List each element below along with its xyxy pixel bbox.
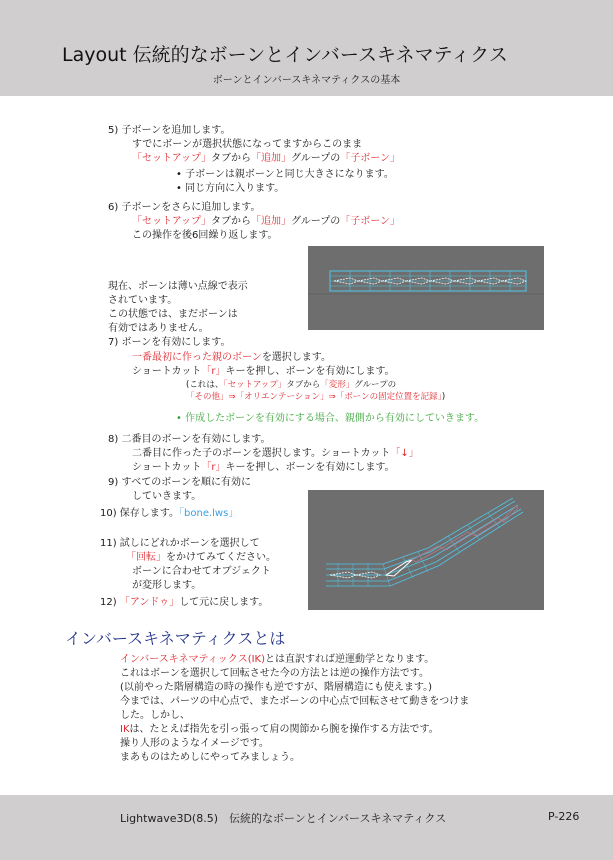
menu-ref-undo: 「アンドゥ」	[119, 597, 180, 608]
step-6-line-2: この操作を後6回繰り返します。	[132, 230, 278, 241]
text-fragment: 10) 保存します。	[100, 508, 180, 519]
step-8-line-2	[132, 462, 395, 474]
step-5-heading: 5) 子ボーンを追加します。	[108, 125, 231, 136]
ik-term: インバースキネマティックス(IK)	[120, 654, 266, 665]
ik-paragraph-line-2: これはボーンを選択して回転させた今の方法とは逆の操作方法です。	[120, 668, 429, 679]
menu-ref-add: 「追加」	[251, 216, 291, 227]
bone-chain-bent-image	[308, 490, 544, 610]
step-8-heading: 8) 二番目のボーンを有効にします。	[108, 434, 271, 445]
note-line-3: この状態では、まだボーンは	[108, 309, 238, 320]
note-line-1: 現在、ボーンは薄い点線で表示	[108, 281, 248, 292]
shortcut-r: 「r」	[201, 462, 226, 473]
ik-paragraph-line-3: (以前やった階層構造の時の操作も逆ですが、階層構造にも使えます。)	[120, 682, 433, 693]
text-fragment: タブから	[211, 153, 251, 164]
step-5-bullet-1: • 子ボーンは親ボーンと同じ大きさになります。	[176, 169, 394, 180]
text-fragment: キーを押し、ボーンを有効にします。	[225, 366, 395, 377]
page-header	[0, 0, 613, 96]
text-fragment: )	[441, 392, 446, 402]
ik-paragraph-line-6	[120, 724, 439, 736]
step-10	[100, 508, 238, 520]
page-subtitle: ボーンとインバースキネマティクスの基本	[212, 75, 401, 86]
step-7-line-1	[132, 352, 331, 364]
text-fragment: して元に戻します。	[179, 597, 269, 608]
note-line-4: 有効ではありません。	[108, 323, 209, 334]
menu-ref-child-bone: 「子ボーン」	[340, 216, 401, 227]
step-7-note-1	[186, 380, 396, 391]
text-fragment: タブから	[211, 216, 251, 227]
menu-ref-setup: 「セットアップ」	[132, 216, 211, 227]
ik-paragraph-line-8: まあものはためしにやってみましょう。	[120, 752, 300, 763]
page-footer	[0, 795, 613, 860]
menu-path-ref: 「その他」⇒「オリエンテーション」⇒「ボーンの固定位置を記録」	[186, 392, 442, 402]
menu-ref-add: 「追加」	[251, 153, 291, 164]
footer-text: Lightwave3D(8.5) 伝統的なボーンとインバースキネマティクス	[120, 812, 447, 825]
viewport-screenshot-straight-bones	[308, 246, 544, 330]
text-fragment: は、たとえば指先を引っ張って肩の関節から腕を操作する方法です。	[129, 724, 439, 735]
text-fragment: とは直訳すれば逆運動学となります。	[265, 654, 435, 665]
text-fragment: (これは、	[186, 380, 224, 390]
shortcut-down: 「↓」	[390, 448, 419, 459]
shortcut-r: 「r」	[201, 366, 226, 377]
step-7-note-2	[186, 392, 445, 403]
step-8-line-1	[132, 448, 419, 460]
viewport-screenshot-bent-bones	[308, 490, 544, 610]
menu-ref-deform: 「変形」	[320, 380, 355, 390]
text-fragment: を選択します。	[261, 352, 332, 363]
step-11-line-1	[126, 552, 276, 564]
menu-ref-child-bone: 「子ボーン」	[340, 153, 401, 164]
text-fragment: 12)	[100, 597, 117, 608]
step-9-heading: 9) すべてのボーンを順に有効に	[108, 477, 252, 488]
page-title: Layout 伝統的なボーンとインバースキネマティクス	[62, 44, 508, 66]
step-6-line-1	[132, 216, 400, 228]
text-fragment: をかけてみてください。	[166, 552, 276, 563]
step-12	[100, 597, 268, 609]
step-7-tip: • 作成したボーンを有効にする場合、親側から有効にしていきます。	[176, 413, 485, 424]
step-5-line-1: すでにボーンが選択状態になってますからこのまま	[132, 139, 363, 150]
ik-paragraph-line-1	[120, 654, 434, 666]
text-fragment: キーを押し、ボーンを有効にします。	[225, 462, 395, 473]
text-fragment: グループの	[291, 153, 341, 164]
note-line-2: されています。	[108, 295, 178, 306]
step-7-heading: 7) ボーンを有効にします。	[108, 337, 231, 348]
text-fragment: グループの	[291, 216, 341, 227]
menu-ref-setup: 「セットアップ」	[223, 380, 287, 390]
step-5-bullet-2: • 同じ方向に入ります。	[176, 183, 285, 194]
step-11-heading: 11) 試しにどれかボーンを選択して	[100, 538, 260, 549]
step-6-heading: 6) 子ボーンをさらに追加します。	[108, 202, 261, 213]
parent-bone-ref: 一番最初に作った親のボーン	[132, 352, 262, 363]
page-number: P-226	[548, 810, 580, 823]
text-fragment: ショートカット	[132, 366, 202, 377]
step-11-line-2: ボーンに合わせてオブジェクト	[132, 566, 271, 577]
ik-paragraph-line-5: した。しかし、	[120, 710, 190, 721]
ik-abbrev: IK	[120, 724, 130, 735]
text-fragment: グループの	[354, 380, 397, 390]
text-fragment: 二番目に作った子のボーンを選択します。ショートカット	[132, 448, 391, 459]
bone-chain-straight-image	[308, 246, 544, 330]
text-fragment: ショートカット	[132, 462, 202, 473]
menu-ref-rotate: 「回転」	[126, 552, 166, 563]
ik-paragraph-line-4: 今までは、パーツの中心点で、またボーンの中心点で回転させて動きをつけま	[120, 696, 470, 707]
step-9-line-1: していきます。	[132, 491, 202, 502]
step-5-line-2	[132, 153, 400, 165]
ik-paragraph-line-7: 操り人形のようなイメージです。	[120, 738, 269, 749]
step-11-line-3: が変形します。	[132, 580, 202, 591]
menu-ref-setup: 「セットアップ」	[132, 153, 211, 164]
file-name: 「bone.lws」	[179, 508, 239, 519]
section-title-ik: インバースキネマティクスとは	[65, 629, 286, 648]
step-7-line-2	[132, 366, 395, 378]
text-fragment: タブから	[286, 380, 321, 390]
